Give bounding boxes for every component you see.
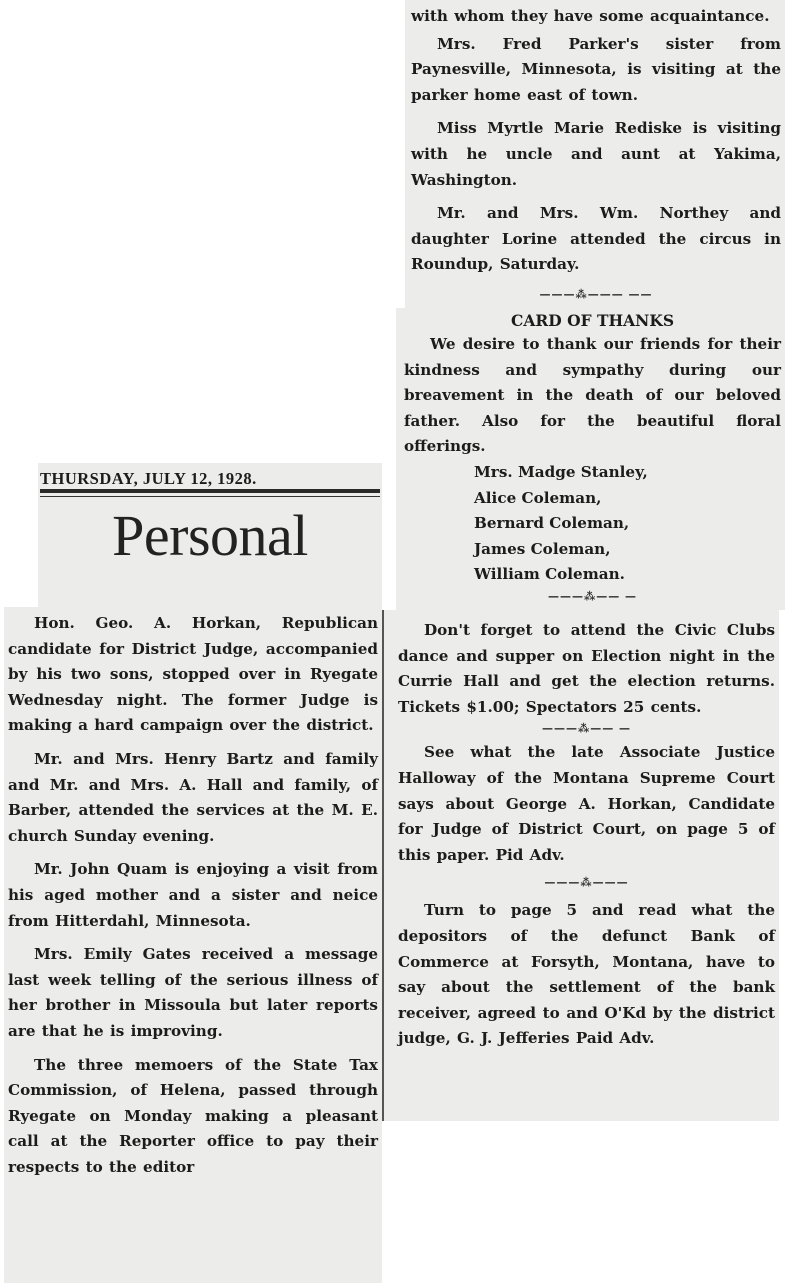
signature: Bernard Coleman, (474, 514, 630, 533)
clipping-left-column (4, 607, 382, 1283)
paragraph-bartz: Mr. and Mrs. Henry Bartz and family and Mr. and Mrs. A. Hall and family, of Barber, attended the services at the M. E. church Sunday evening. (8, 749, 378, 845)
notice-bank-of-commerce: Turn to page 5 and read what the depositors of the defunct Bank of Commerce at Forsyth, Montana, have to say about the settlement of the bank receiver, agreed to and O'Kd by the district judge, G. J. Jefferies Paid Adv. (398, 901, 775, 1048)
paragraph-tax-commission: The three memoers of the State Tax Commission, of Helena, passed through Ryegate on Monday making a pleasant call at the Reporter office to pay their respects to the editor (8, 1055, 378, 1176)
paragraph-parker: Mrs. Fred Parker's sister from Paynesville, Minnesota, is visiting at the parker home east of town. (411, 34, 781, 104)
paragraph-horkan: Hon. Geo. A. Horkan, Republican candidate for District Judge, accompanied by his two sons, stopped over in Ryegate Wednesday night. The former Judge is making a hard campaign over the district. (8, 614, 378, 735)
card-of-thanks-heading: CARD OF THANKS (510, 311, 675, 330)
clipping-card-of-thanks (396, 308, 785, 610)
paragraph-gates: Mrs. Emily Gates received a message last week telling of the serious illness of her brother in Missoula but later reports are that he is improving. (8, 945, 378, 1040)
notice-civic-clubs-dance: Don't forget to attend the Civic Clubs dance and supper on Election night in the Currie Hall and get the election returns. Tickets $1.00; Spectators 25 cents. (398, 621, 775, 716)
clipping-right-bottom (382, 610, 779, 1121)
signature: James Coleman, (474, 539, 611, 558)
separator-ornament: ———⁂——— (544, 876, 629, 890)
signature: Alice Coleman, (474, 488, 602, 507)
signature: Mrs. Madge Stanley, (474, 462, 648, 481)
paragraph-quam: Mr. John Quam is enjoying a visit from his aged mother and a sister and neice from Hitterdahl, Minnesota. (8, 860, 378, 930)
notice-halloway: See what the late Associate Justice Halloway of the Montana Supreme Court says about George A. Horkan, Candidate for Judge of District Court, on page 5 of this paper. Pid Adv. (398, 743, 775, 864)
separator-ornament: ———⁂—— — (541, 722, 632, 736)
separator-ornament: ———⁂—— — (547, 589, 638, 603)
clipping-masthead (38, 463, 382, 609)
paragraph-acquaintance: with whom they have some acquaintance. (411, 7, 770, 25)
clipping-right-top (405, 0, 785, 333)
paragraph-rediske: Miss Myrtle Marie Rediske is visiting with he uncle and aunt at Yakima, Washington. (411, 119, 781, 189)
section-title: Personal (112, 503, 308, 568)
signature: William Coleman. (474, 565, 625, 584)
card-of-thanks-body: We desire to thank our friends for their kindness and sympathy during our breavement in the death of our beloved father. Also for the beautiful floral offerings. (404, 335, 781, 456)
paragraph-northey: Mr. and Mrs. Wm. Northey and daughter Lorine attended the circus in Roundup, Saturday. (411, 204, 781, 274)
separator-ornament: ———⁂——— —— (539, 287, 653, 301)
dateline: THURSDAY, JULY 12, 1928. (40, 463, 380, 493)
